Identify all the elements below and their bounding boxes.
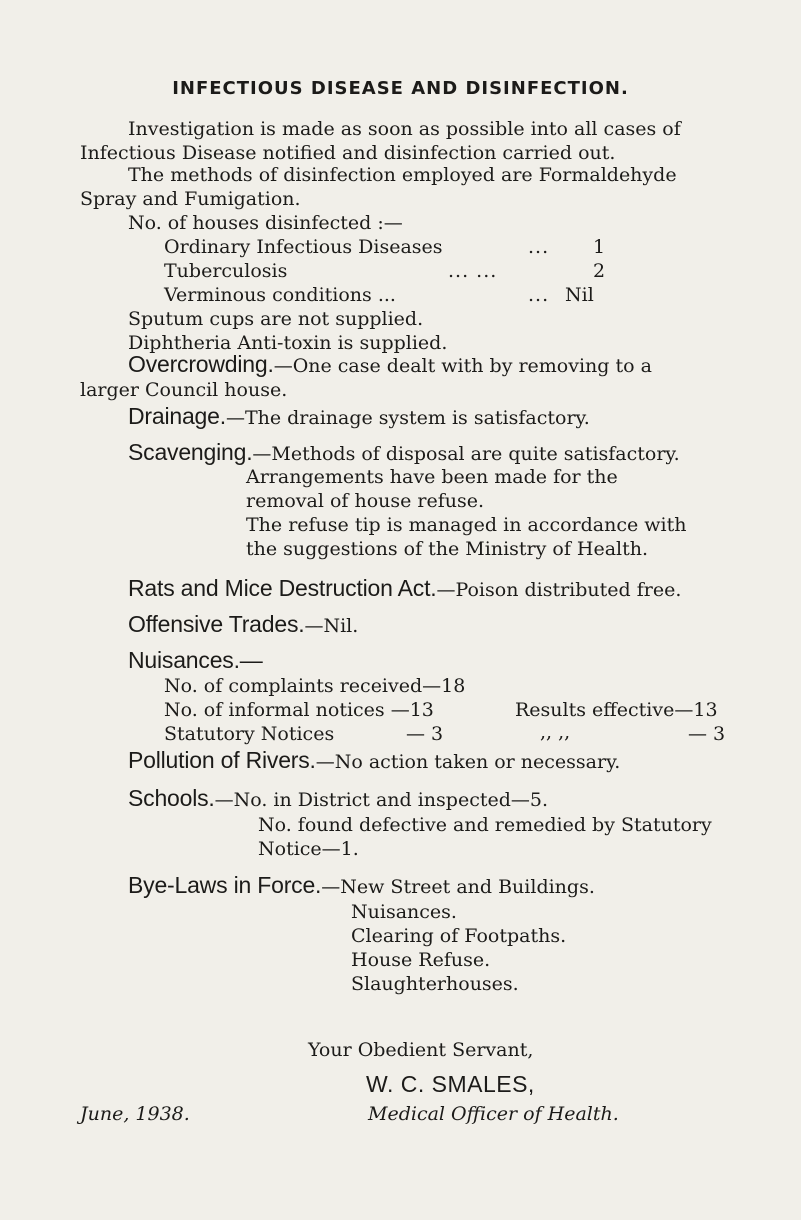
signature-name: W. C. SMALES, bbox=[366, 1071, 535, 1097]
byelaws-item: Clearing of Footpaths. bbox=[351, 925, 567, 947]
nuisances-informal: No. of informal notices —13 bbox=[164, 699, 434, 721]
scavenging-line: removal of house refuse. bbox=[246, 490, 485, 512]
section-text: —Methods of disposal are quite satisfactory. bbox=[252, 443, 680, 465]
section-heading: Overcrowding. bbox=[128, 351, 274, 377]
section-text: —One case dealt with by removing to a bbox=[273, 355, 652, 377]
nuisances-statutory: Statutory Notices bbox=[164, 723, 335, 745]
nuisances-statutory-result: — 3 bbox=[688, 723, 726, 745]
scavenging-line: the suggestions of the Ministry of Health. bbox=[246, 538, 649, 560]
houses-row-label: Ordinary Infectious Diseases bbox=[164, 236, 443, 258]
section-heading: Pollution of Rivers. bbox=[128, 747, 316, 773]
houses-row-label: Verminous conditions ... bbox=[164, 284, 396, 306]
section-heading: Rats and Mice Destruction Act. bbox=[128, 575, 437, 601]
signatory-title: Medical Officer of Health. bbox=[368, 1103, 619, 1125]
nuisances-ditto: ,, ,, bbox=[540, 721, 571, 743]
section-overcrowding bbox=[128, 352, 652, 378]
paragraph-investigation-line2: Infectious Disease notified and disinfection carried out. bbox=[80, 142, 616, 164]
section-text: —Nil. bbox=[304, 615, 359, 637]
houses-intro: No. of houses disinfected :— bbox=[128, 212, 403, 234]
houses-row-dots: ... bbox=[528, 284, 550, 306]
houses-row-value: 2 bbox=[593, 260, 606, 282]
section-heading: Drainage. bbox=[128, 403, 226, 429]
section-rats bbox=[128, 576, 681, 602]
sputum-line: Sputum cups are not supplied. bbox=[128, 308, 424, 330]
paragraph-methods-line2: Spray and Fumigation. bbox=[80, 188, 301, 210]
section-scavenging bbox=[128, 440, 680, 466]
section-heading: Bye-Laws in Force. bbox=[128, 872, 322, 898]
schools-line2: No. found defective and remedied by Statutory bbox=[258, 814, 712, 836]
scavenging-line: Arrangements have been made for the bbox=[246, 466, 618, 488]
section-schools bbox=[128, 786, 548, 812]
houses-row-label: Tuberculosis bbox=[164, 260, 288, 282]
section-drainage bbox=[128, 404, 590, 430]
section-text: —Poison distributed free. bbox=[436, 579, 682, 601]
letter-date: June, 1938. bbox=[80, 1103, 190, 1125]
houses-row-dots: ... ... bbox=[448, 260, 498, 282]
section-pollution bbox=[128, 748, 620, 774]
houses-row-dots: ... bbox=[528, 236, 550, 258]
page-title: INFECTIOUS DISEASE AND DISINFECTION. bbox=[172, 78, 629, 99]
section-text: —The drainage system is satisfactory. bbox=[225, 407, 590, 429]
houses-row-value: Nil bbox=[565, 284, 594, 306]
section-heading: Nuisances.— bbox=[128, 647, 263, 673]
nuisances-statutory-value: — 3 bbox=[406, 723, 444, 745]
section-text: —New Street and Buildings. bbox=[321, 876, 595, 898]
paragraph-investigation-line1: Investigation is made as soon as possible into all cases of bbox=[128, 118, 681, 140]
section-heading: Scavenging. bbox=[128, 439, 253, 465]
overcrowding-line2: larger Council house. bbox=[80, 379, 288, 401]
nuisances-complaints: No. of complaints received—18 bbox=[164, 675, 466, 697]
section-text: —No. in District and inspected—5. bbox=[214, 789, 549, 811]
section-byelaws bbox=[128, 873, 595, 899]
scavenging-line: The refuse tip is managed in accordance with bbox=[246, 514, 687, 536]
section-nuisances bbox=[128, 648, 263, 674]
schools-line3: Notice—1. bbox=[258, 838, 359, 860]
nuisances-results: Results effective—13 bbox=[515, 699, 718, 721]
section-offensive-trades bbox=[128, 612, 358, 638]
houses-row-value: 1 bbox=[593, 236, 606, 258]
byelaws-item: Nuisances. bbox=[351, 901, 457, 923]
section-text: —No action taken or necessary. bbox=[315, 751, 621, 773]
diphtheria-line: Diphtheria Anti-toxin is supplied. bbox=[128, 332, 448, 354]
section-heading: Offensive Trades. bbox=[128, 611, 305, 637]
valediction: Your Obedient Servant, bbox=[308, 1039, 534, 1061]
byelaws-item: Slaughterhouses. bbox=[351, 973, 519, 995]
paragraph-methods-line1: The methods of disinfection employed are Formaldehyde bbox=[128, 164, 677, 186]
section-heading: Schools. bbox=[128, 785, 215, 811]
byelaws-item: House Refuse. bbox=[351, 949, 491, 971]
